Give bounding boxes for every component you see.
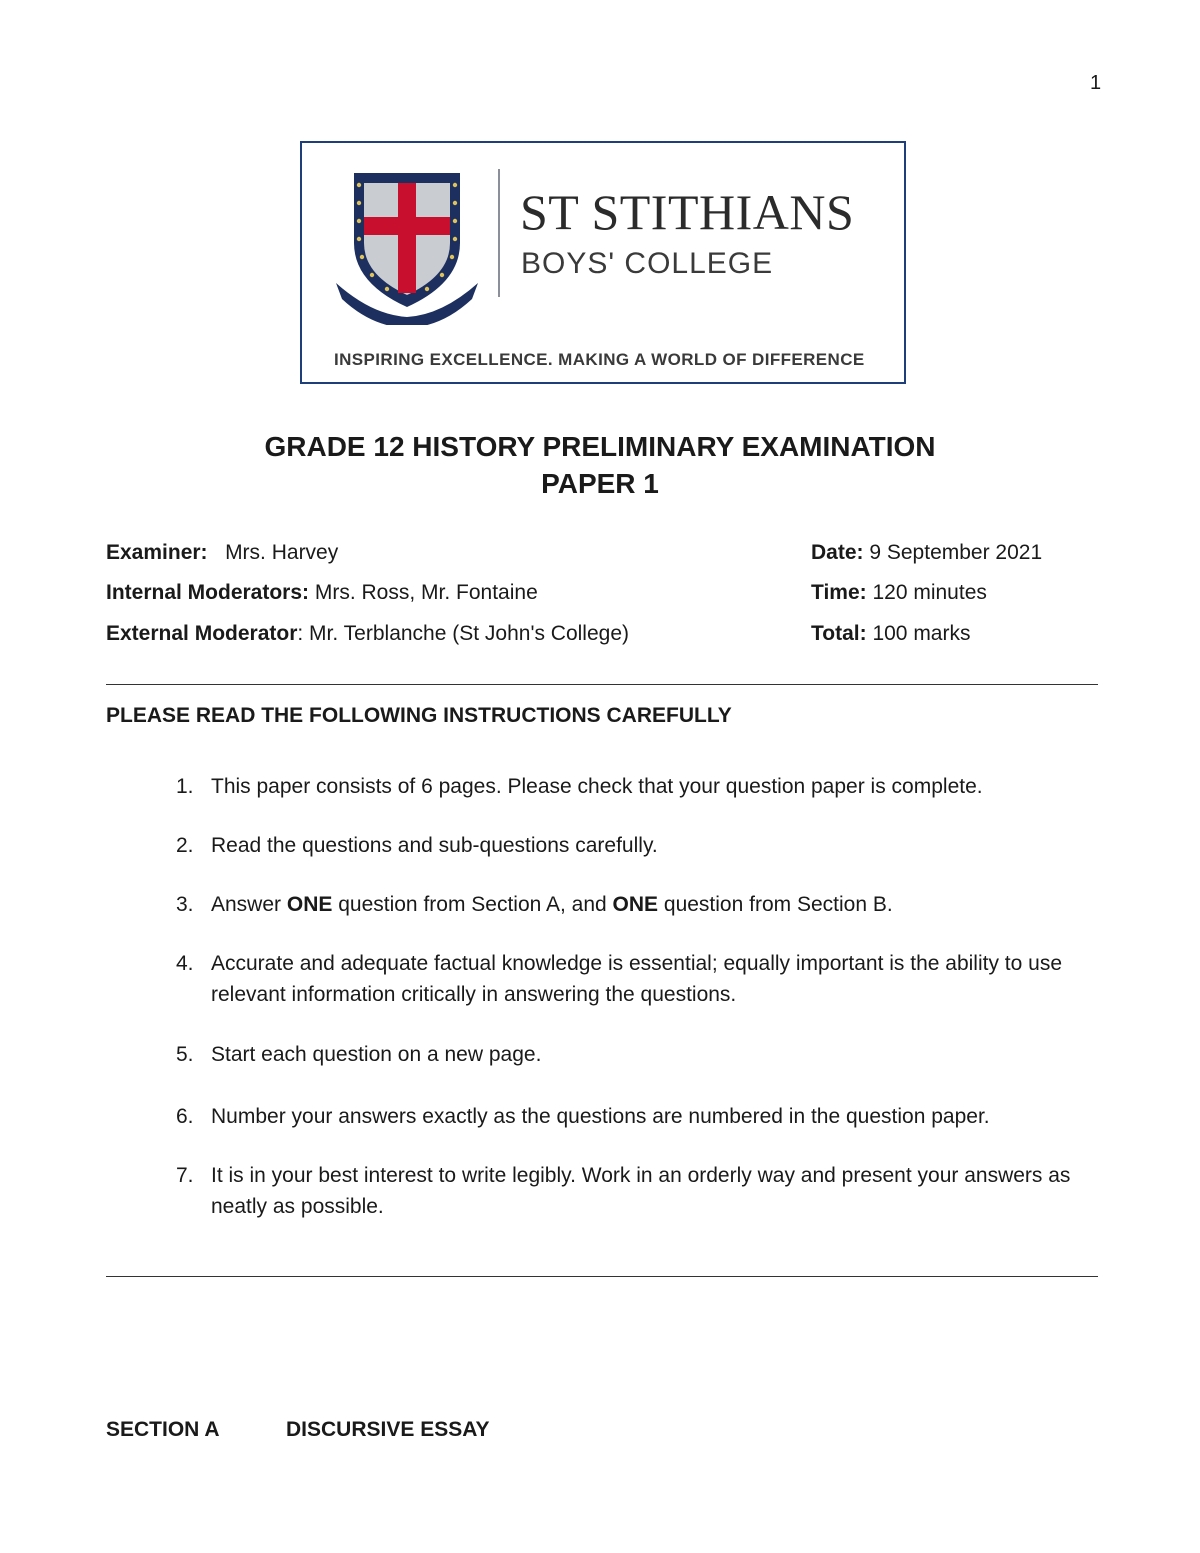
examiner — [106, 541, 338, 565]
instruction-text: Read the questions and sub-questions carefully. — [211, 834, 658, 857]
instruction-number: 1. — [176, 775, 194, 798]
examiner-value: Mrs. Harvey — [225, 541, 339, 564]
examiner-label: Examiner: — [106, 541, 208, 564]
school-logo — [300, 141, 906, 384]
exam-date — [811, 541, 1042, 565]
date-value: 9 September 2021 — [863, 541, 1043, 564]
instruction-number: 2. — [176, 834, 194, 857]
internal-moderators-label: Internal Moderators: — [106, 581, 310, 604]
logo-divider — [498, 169, 500, 297]
internal-moderators-value: Mrs. Ross, Mr. Fontaine — [309, 581, 538, 604]
internal-moderators — [106, 581, 538, 605]
total-label: Total: — [811, 622, 867, 645]
total-value: 100 marks — [866, 622, 971, 645]
instruction-text: This paper consists of 6 pages. Please check that your question paper is complete. — [211, 775, 983, 798]
external-moderator-value: : Mr. Terblanche (St John's College) — [297, 622, 630, 645]
instruction-text: Accurate and adequate factual knowledge is essential; equally important is the ability to use relevant information critically in answering the questions. — [211, 952, 1063, 1006]
instruction-number: 4. — [176, 952, 194, 975]
instruction-text: Answer ONE question from Section A, and ONE question from Section B. — [211, 893, 893, 916]
section-label: SECTION A — [106, 1418, 220, 1441]
instruction-number: 7. — [176, 1164, 194, 1187]
instruction-text: Number your answers exactly as the questions are numbered in the question paper. — [211, 1105, 990, 1128]
divider-top — [106, 684, 1098, 685]
instruction-number: 3. — [176, 893, 194, 916]
instruction-text: Start each question on a new page. — [211, 1043, 542, 1066]
exam-title: GRADE 12 HISTORY PRELIMINARY EXAMINATION — [264, 431, 936, 462]
time-label: Time: — [811, 581, 867, 604]
school-name: ST STITHIANS — [520, 184, 855, 240]
date-label: Date: — [811, 541, 864, 564]
exam-paper: PAPER 1 — [541, 468, 659, 499]
school-crest-icon — [332, 165, 482, 325]
section-title: DISCURSIVE ESSAY — [286, 1418, 490, 1441]
instructions-heading: PLEASE READ THE FOLLOWING INSTRUCTIONS CAREFULLY — [106, 704, 732, 727]
instruction-number: 6. — [176, 1105, 194, 1128]
time-value: 120 minutes — [866, 581, 987, 604]
instruction-number: 5. — [176, 1043, 194, 1066]
exam-time — [811, 581, 987, 605]
exam-total — [811, 622, 970, 646]
school-subtitle: BOYS' COLLEGE — [521, 247, 774, 280]
external-moderator — [106, 622, 629, 646]
school-tagline: INSPIRING EXCELLENCE. MAKING A WORLD OF DIFFERENCE — [334, 350, 865, 369]
page-number: 1 — [1090, 72, 1102, 94]
external-moderator-label: External Moderator — [106, 622, 298, 645]
instruction-text: It is in your best interest to write legibly. Work in an orderly way and present your answers as neatly as possible. — [211, 1164, 1071, 1218]
divider-bottom — [106, 1276, 1098, 1277]
